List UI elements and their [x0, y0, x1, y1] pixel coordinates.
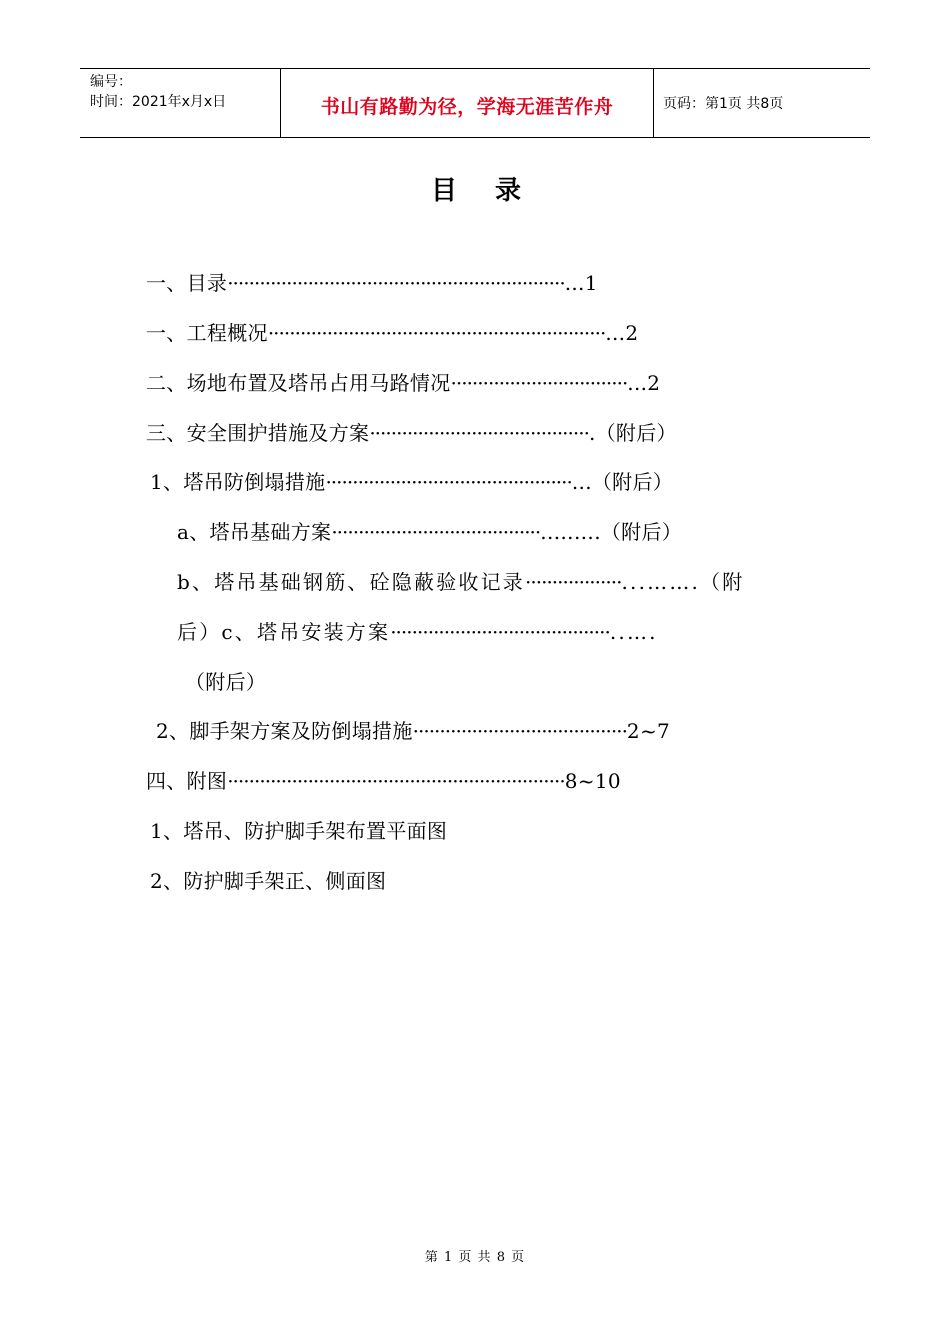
toc-entry	[146, 370, 660, 396]
toc-dots: ··················	[525, 570, 622, 594]
toc-dots: ·······························································	[227, 271, 565, 295]
header-motto-cell	[281, 69, 654, 137]
toc-label: 一、目录	[146, 271, 228, 295]
header-motto: 书山有路勤为径，学海无涯苦作舟	[320, 95, 614, 118]
toc-page: ...2	[605, 321, 639, 345]
toc-label: a、塔吊基础方案	[177, 520, 332, 544]
toc-dots: ·········································	[369, 421, 589, 445]
page-footer: 第 1 页 共 8 页	[424, 1250, 526, 1265]
toc-dots: ········································	[412, 719, 627, 743]
document-title: 目录	[430, 176, 559, 206]
toc-page: ...（附后）	[571, 470, 674, 494]
toc-dots: ·······························································	[267, 321, 606, 345]
number-label: 编号：	[90, 74, 132, 90]
toc-dots: ·········································	[390, 620, 610, 644]
toc-label: 后）c、塔吊安装方案	[177, 620, 391, 644]
toc-page: ...…….（附	[621, 570, 745, 594]
toc-label: 一、工程概况	[146, 321, 268, 345]
toc-entry	[146, 768, 621, 794]
toc-entry	[150, 868, 386, 894]
toc-label: 四、附图	[146, 769, 228, 793]
time-label: 时间：2021年x月x日	[90, 94, 227, 110]
toc-entry	[177, 519, 682, 545]
toc-entry	[185, 669, 266, 695]
toc-dots: ·································	[450, 371, 628, 395]
toc-label: 1、塔吊、防护脚手架布置平面图	[150, 819, 448, 843]
toc-label: 1、塔吊防倒塌措施	[150, 470, 326, 494]
toc-label: （附后）	[185, 670, 267, 694]
header-meta	[80, 69, 281, 137]
toc-entry	[156, 718, 670, 744]
toc-page: ...1	[564, 271, 598, 295]
toc-entry	[146, 420, 677, 446]
toc-dots: ·······························································	[227, 769, 565, 793]
toc-page: 2~7	[626, 719, 671, 743]
toc-entry	[150, 818, 447, 844]
toc-label: 2、脚手架方案及防倒塌措施	[156, 719, 413, 743]
toc-page: .（附后）	[588, 421, 677, 445]
toc-page: ...2	[627, 371, 661, 395]
toc-dots: ·······································	[331, 520, 541, 544]
toc-dots: ··············································	[325, 470, 572, 494]
toc-label: b、塔吊基础钢筋、砼隐蔽验收记录	[177, 570, 526, 594]
header-page-info: 页码：第1页 共8页	[663, 96, 784, 112]
toc-page: ..….	[609, 620, 658, 644]
toc-entry	[146, 320, 638, 346]
toc-label: 三、安全围护措施及方案	[146, 421, 370, 445]
toc-entry	[146, 270, 598, 296]
toc-label: 二、场地布置及塔吊占用马路情况	[146, 371, 451, 395]
toc-page: 8~10	[564, 769, 621, 793]
toc-entry	[150, 469, 673, 495]
toc-page: ..…….（附后）	[540, 520, 683, 544]
page-header	[80, 68, 870, 138]
toc-label: 2、防护脚手架正、侧面图	[150, 869, 387, 893]
toc-entry	[177, 619, 658, 645]
toc-entry	[177, 569, 744, 595]
